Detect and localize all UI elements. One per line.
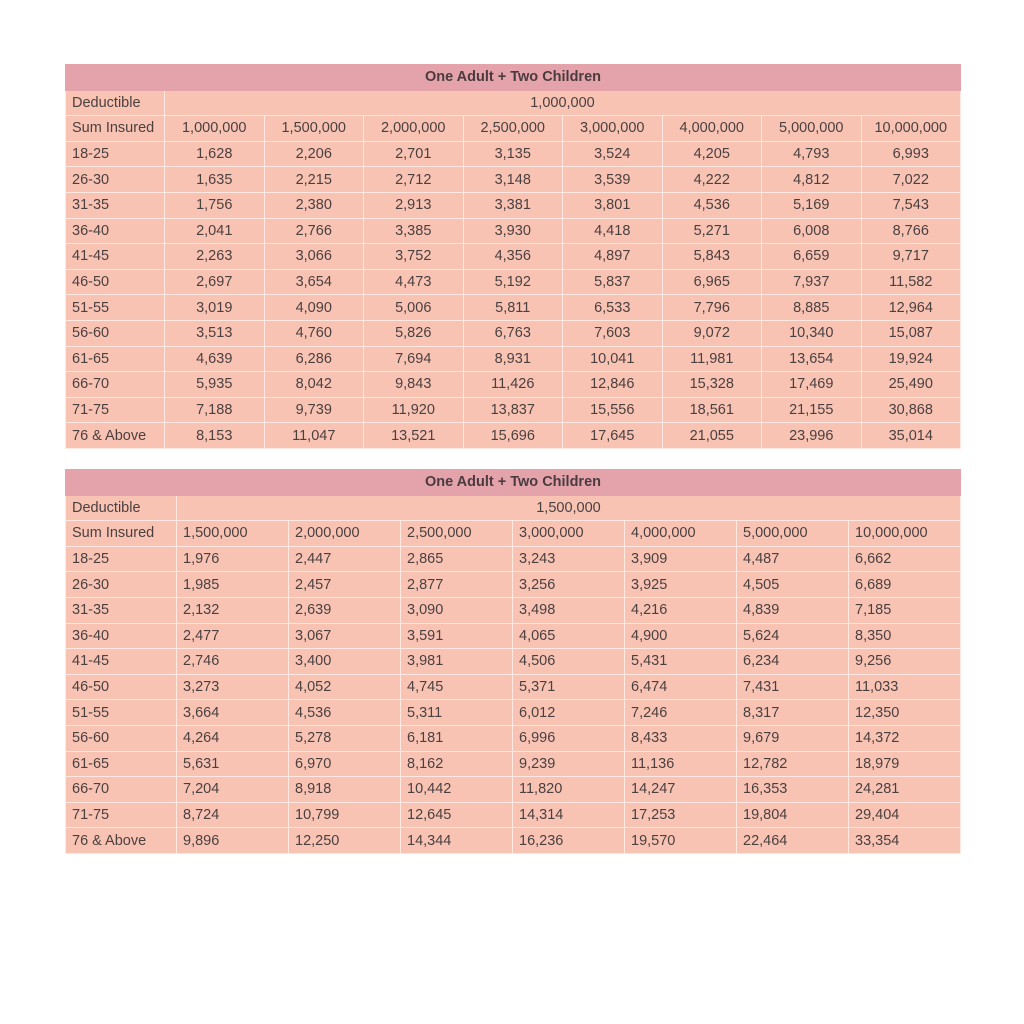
premium-cell: 3,385: [364, 218, 464, 244]
premium-cell: 6,763: [463, 320, 563, 346]
premium-cell: 1,976: [177, 546, 289, 572]
premium-cell: 5,826: [364, 320, 464, 346]
premium-cell: 6,970: [289, 751, 401, 777]
premium-cell: 5,631: [177, 751, 289, 777]
premium-cell: 16,236: [513, 828, 625, 854]
premium-cell: 15,087: [861, 320, 961, 346]
premium-cell: 4,505: [737, 572, 849, 598]
premium-cell: 5,271: [662, 218, 762, 244]
premium-cell: 22,464: [737, 828, 849, 854]
premium-cell: 5,843: [662, 244, 762, 270]
premium-cell: 17,645: [563, 423, 663, 449]
premium-cell: 8,724: [177, 802, 289, 828]
premium-cell: 4,090: [264, 295, 364, 321]
premium-cell: 1,628: [165, 141, 265, 167]
premium-cell: 15,556: [563, 397, 663, 423]
premium-cell: 10,041: [563, 346, 663, 372]
premium-cell: 5,192: [463, 269, 563, 295]
premium-cell: 8,162: [401, 751, 513, 777]
premium-cell: 1,985: [177, 572, 289, 598]
premium-cell: 2,380: [264, 192, 364, 218]
premium-cell: 12,350: [849, 700, 961, 726]
premium-cell: 6,993: [861, 141, 961, 167]
premium-cell: 3,067: [289, 623, 401, 649]
premium-cell: 7,022: [861, 167, 961, 193]
premium-cell: 8,931: [463, 346, 563, 372]
premium-cell: 4,205: [662, 141, 762, 167]
premium-cell: 15,696: [463, 423, 563, 449]
premium-cell: 3,524: [563, 141, 663, 167]
premium-cell: 23,996: [762, 423, 862, 449]
premium-cell: 4,900: [625, 623, 737, 649]
sum-insured-column-header: 3,000,000: [513, 521, 625, 547]
premium-cell: 35,014: [861, 423, 961, 449]
premium-cell: 4,506: [513, 649, 625, 675]
table-row: [66, 751, 961, 777]
premium-cell: 2,457: [289, 572, 401, 598]
premium-cell: 2,697: [165, 269, 265, 295]
premium-cell: 12,846: [563, 372, 663, 398]
premium-cell: 24,281: [849, 777, 961, 803]
premium-cell: 2,746: [177, 649, 289, 675]
premium-cell: 7,246: [625, 700, 737, 726]
premium-cell: 3,090: [401, 597, 513, 623]
age-band-cell: 61-65: [66, 346, 165, 372]
premium-cell: 12,964: [861, 295, 961, 321]
table-row: [66, 397, 961, 423]
table-row: [66, 295, 961, 321]
premium-cell: 6,234: [737, 649, 849, 675]
premium-cell: 4,897: [563, 244, 663, 270]
age-band-cell: 36-40: [66, 218, 165, 244]
table-row: [66, 725, 961, 751]
premium-cell: 3,273: [177, 674, 289, 700]
sum-insured-column-header: 1,500,000: [177, 521, 289, 547]
premium-cell: 3,381: [463, 192, 563, 218]
table-row: [66, 700, 961, 726]
table-row: [66, 141, 961, 167]
premium-cell: 2,263: [165, 244, 265, 270]
premium-cell: 3,066: [264, 244, 364, 270]
premium-cell: 3,981: [401, 649, 513, 675]
premium-cell: 5,935: [165, 372, 265, 398]
premium-cell: 8,350: [849, 623, 961, 649]
table-row: [66, 597, 961, 623]
table-row: [66, 623, 961, 649]
age-band-cell: 18-25: [66, 141, 165, 167]
age-band-cell: 61-65: [66, 751, 177, 777]
premium-cell: 6,659: [762, 244, 862, 270]
premium-cell: 4,639: [165, 346, 265, 372]
premium-table-deductible-1000000: [65, 64, 961, 449]
age-band-cell: 56-60: [66, 320, 165, 346]
premium-cell: 5,371: [513, 674, 625, 700]
table-title: One Adult + Two Children: [66, 65, 961, 91]
deductible-value: 1,500,000: [177, 495, 961, 521]
premium-cell: 6,689: [849, 572, 961, 598]
table-row: [66, 674, 961, 700]
sum-insured-column-header: 1,000,000: [165, 116, 265, 142]
premium-cell: 2,132: [177, 597, 289, 623]
premium-cell: 2,477: [177, 623, 289, 649]
table-row: [66, 649, 961, 675]
premium-cell: 8,766: [861, 218, 961, 244]
premium-cell: 8,042: [264, 372, 364, 398]
premium-cell: 21,055: [662, 423, 762, 449]
age-band-cell: 66-70: [66, 372, 165, 398]
premium-cell: 2,639: [289, 597, 401, 623]
premium-cell: 14,344: [401, 828, 513, 854]
table-row: [66, 828, 961, 854]
premium-cell: 14,314: [513, 802, 625, 828]
premium-cell: 12,782: [737, 751, 849, 777]
premium-cell: 4,473: [364, 269, 464, 295]
age-band-cell: 46-50: [66, 269, 165, 295]
sum-insured-column-header: 5,000,000: [737, 521, 849, 547]
premium-cell: 6,533: [563, 295, 663, 321]
premium-cell: 5,431: [625, 649, 737, 675]
premium-cell: 7,796: [662, 295, 762, 321]
premium-cell: 6,965: [662, 269, 762, 295]
premium-cell: 4,536: [662, 192, 762, 218]
sum-insured-column-header: 3,000,000: [563, 116, 663, 142]
premium-cell: 4,487: [737, 546, 849, 572]
premium-cell: 11,920: [364, 397, 464, 423]
premium-cell: 2,877: [401, 572, 513, 598]
premium-cell: 4,264: [177, 725, 289, 751]
premium-cell: 3,801: [563, 192, 663, 218]
premium-cell: 4,745: [401, 674, 513, 700]
premium-cell: 3,498: [513, 597, 625, 623]
sum-insured-column-header: 4,000,000: [662, 116, 762, 142]
premium-cell: 9,739: [264, 397, 364, 423]
age-band-cell: 76 & Above: [66, 828, 177, 854]
sum-insured-label: Sum Insured: [66, 521, 177, 547]
sum-insured-header-row: [66, 116, 961, 142]
premium-cell: 19,804: [737, 802, 849, 828]
premium-cell: 6,996: [513, 725, 625, 751]
premium-cell: 3,664: [177, 700, 289, 726]
table-row: [66, 572, 961, 598]
premium-cell: 2,701: [364, 141, 464, 167]
premium-cell: 12,250: [289, 828, 401, 854]
sum-insured-column-header: 2,500,000: [463, 116, 563, 142]
age-band-cell: 18-25: [66, 546, 177, 572]
premium-cell: 3,925: [625, 572, 737, 598]
premium-cell: 6,286: [264, 346, 364, 372]
premium-cell: 11,136: [625, 751, 737, 777]
premium-cell: 13,521: [364, 423, 464, 449]
age-band-cell: 51-55: [66, 295, 165, 321]
premium-cell: 3,654: [264, 269, 364, 295]
premium-cell: 3,513: [165, 320, 265, 346]
sum-insured-column-header: 2,000,000: [364, 116, 464, 142]
deductible-value: 1,000,000: [165, 90, 961, 116]
table-row: [66, 167, 961, 193]
age-band-cell: 41-45: [66, 244, 165, 270]
premium-cell: 9,072: [662, 320, 762, 346]
premium-cell: 8,885: [762, 295, 862, 321]
premium-cell: 5,006: [364, 295, 464, 321]
premium-cell: 7,204: [177, 777, 289, 803]
premium-cell: 5,169: [762, 192, 862, 218]
premium-cell: 11,582: [861, 269, 961, 295]
table-row: [66, 192, 961, 218]
premium-cell: 2,206: [264, 141, 364, 167]
table-row: [66, 802, 961, 828]
premium-cell: 4,065: [513, 623, 625, 649]
premium-cell: 4,536: [289, 700, 401, 726]
premium-cell: 8,918: [289, 777, 401, 803]
table-title: One Adult + Two Children: [66, 470, 961, 496]
premium-cell: 2,447: [289, 546, 401, 572]
premium-cell: 9,896: [177, 828, 289, 854]
premium-cell: 4,052: [289, 674, 401, 700]
table-row: [66, 320, 961, 346]
premium-cell: 17,253: [625, 802, 737, 828]
premium-cell: 6,008: [762, 218, 862, 244]
premium-cell: 3,591: [401, 623, 513, 649]
premium-cell: 29,404: [849, 802, 961, 828]
premium-cell: 9,843: [364, 372, 464, 398]
sum-insured-column-header: 4,000,000: [625, 521, 737, 547]
premium-cell: 11,981: [662, 346, 762, 372]
premium-cell: 10,799: [289, 802, 401, 828]
premium-cell: 3,243: [513, 546, 625, 572]
premium-cell: 9,239: [513, 751, 625, 777]
premium-cell: 11,426: [463, 372, 563, 398]
premium-cell: 3,930: [463, 218, 563, 244]
sum-insured-column-header: 10,000,000: [849, 521, 961, 547]
premium-cell: 4,760: [264, 320, 364, 346]
age-band-cell: 66-70: [66, 777, 177, 803]
age-band-cell: 26-30: [66, 572, 177, 598]
premium-cell: 7,188: [165, 397, 265, 423]
premium-cell: 6,662: [849, 546, 961, 572]
table-row: [66, 423, 961, 449]
age-band-cell: 41-45: [66, 649, 177, 675]
age-band-cell: 36-40: [66, 623, 177, 649]
premium-cell: 7,694: [364, 346, 464, 372]
age-band-cell: 76 & Above: [66, 423, 165, 449]
premium-cell: 8,153: [165, 423, 265, 449]
premium-cell: 3,909: [625, 546, 737, 572]
premium-cell: 4,812: [762, 167, 862, 193]
table-row: [66, 244, 961, 270]
premium-cell: 3,019: [165, 295, 265, 321]
table-row: [66, 777, 961, 803]
premium-cell: 5,278: [289, 725, 401, 751]
premium-cell: 3,256: [513, 572, 625, 598]
sum-insured-column-header: 2,500,000: [401, 521, 513, 547]
deductible-row: [66, 90, 961, 116]
premium-cell: 5,624: [737, 623, 849, 649]
premium-cell: 8,433: [625, 725, 737, 751]
table-row: [66, 372, 961, 398]
sum-insured-column-header: 5,000,000: [762, 116, 862, 142]
premium-cell: 4,216: [625, 597, 737, 623]
premium-cell: 6,012: [513, 700, 625, 726]
premium-cell: 7,431: [737, 674, 849, 700]
premium-cell: 14,247: [625, 777, 737, 803]
table-title-row: [66, 470, 961, 496]
table-title-row: [66, 65, 961, 91]
premium-cell: 9,717: [861, 244, 961, 270]
premium-cell: 21,155: [762, 397, 862, 423]
age-band-cell: 46-50: [66, 674, 177, 700]
premium-cell: 7,603: [563, 320, 663, 346]
premium-cell: 18,561: [662, 397, 762, 423]
premium-cell: 4,222: [662, 167, 762, 193]
deductible-label: Deductible: [66, 90, 165, 116]
premium-cell: 5,837: [563, 269, 663, 295]
premium-cell: 13,837: [463, 397, 563, 423]
premium-cell: 6,474: [625, 674, 737, 700]
premium-cell: 2,913: [364, 192, 464, 218]
table-row: [66, 218, 961, 244]
age-band-cell: 31-35: [66, 597, 177, 623]
premium-cell: 3,752: [364, 244, 464, 270]
premium-cell: 25,490: [861, 372, 961, 398]
premium-cell: 7,185: [849, 597, 961, 623]
premium-cell: 15,328: [662, 372, 762, 398]
premium-cell: 14,372: [849, 725, 961, 751]
premium-cell: 17,469: [762, 372, 862, 398]
premium-cell: 1,635: [165, 167, 265, 193]
premium-cell: 4,839: [737, 597, 849, 623]
age-band-cell: 56-60: [66, 725, 177, 751]
premium-cell: 2,712: [364, 167, 464, 193]
premium-cell: 2,215: [264, 167, 364, 193]
premium-cell: 19,570: [625, 828, 737, 854]
premium-cell: 4,418: [563, 218, 663, 244]
premium-cell: 30,868: [861, 397, 961, 423]
sum-insured-column-header: 1,500,000: [264, 116, 364, 142]
premium-cell: 9,256: [849, 649, 961, 675]
age-band-cell: 71-75: [66, 802, 177, 828]
premium-cell: 4,793: [762, 141, 862, 167]
premium-cell: 13,654: [762, 346, 862, 372]
age-band-cell: 51-55: [66, 700, 177, 726]
premium-cell: 18,979: [849, 751, 961, 777]
premium-table-deductible-1500000: [65, 469, 961, 854]
premium-cell: 9,679: [737, 725, 849, 751]
premium-cell: 5,811: [463, 295, 563, 321]
premium-cell: 11,047: [264, 423, 364, 449]
premium-cell: 5,311: [401, 700, 513, 726]
table-row: [66, 546, 961, 572]
table-row: [66, 269, 961, 295]
premium-cell: 11,820: [513, 777, 625, 803]
premium-cell: 19,924: [861, 346, 961, 372]
premium-cell: 3,400: [289, 649, 401, 675]
premium-cell: 16,353: [737, 777, 849, 803]
premium-cell: 4,356: [463, 244, 563, 270]
age-band-cell: 26-30: [66, 167, 165, 193]
premium-cell: 3,135: [463, 141, 563, 167]
premium-cell: 10,442: [401, 777, 513, 803]
premium-cell: 33,354: [849, 828, 961, 854]
sum-insured-header-row: [66, 521, 961, 547]
premium-cell: 2,041: [165, 218, 265, 244]
deductible-row: [66, 495, 961, 521]
premium-cell: 10,340: [762, 320, 862, 346]
premium-cell: 3,539: [563, 167, 663, 193]
premium-cell: 1,756: [165, 192, 265, 218]
premium-cell: 12,645: [401, 802, 513, 828]
premium-cell: 2,865: [401, 546, 513, 572]
deductible-label: Deductible: [66, 495, 177, 521]
table-row: [66, 346, 961, 372]
premium-cell: 7,543: [861, 192, 961, 218]
premium-cell: 3,148: [463, 167, 563, 193]
premium-cell: 8,317: [737, 700, 849, 726]
sum-insured-label: Sum Insured: [66, 116, 165, 142]
premium-cell: 11,033: [849, 674, 961, 700]
age-band-cell: 31-35: [66, 192, 165, 218]
premium-cell: 2,766: [264, 218, 364, 244]
premium-cell: 7,937: [762, 269, 862, 295]
sum-insured-column-header: 10,000,000: [861, 116, 961, 142]
age-band-cell: 71-75: [66, 397, 165, 423]
sum-insured-column-header: 2,000,000: [289, 521, 401, 547]
premium-cell: 6,181: [401, 725, 513, 751]
